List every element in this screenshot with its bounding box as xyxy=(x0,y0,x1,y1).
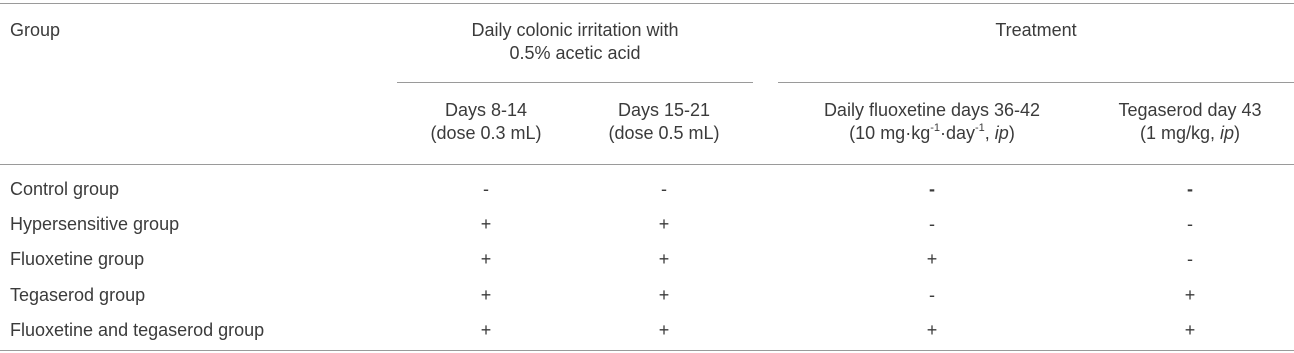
row-days-15-21: - xyxy=(661,179,667,199)
row-days-8-14: - xyxy=(483,179,489,199)
row-fluoxetine: - xyxy=(929,179,935,199)
row-tegaserod: - xyxy=(1187,179,1193,199)
row-days-8-14: + xyxy=(480,249,492,269)
row-days-15-21: + xyxy=(658,320,670,340)
header-days-15-21 xyxy=(575,99,753,145)
row-tegaserod: - xyxy=(1187,214,1193,234)
header-days-15-21-line1: Days 15-21 xyxy=(617,100,711,120)
row-days-15-21: + xyxy=(658,285,670,305)
top-rule xyxy=(0,3,1294,4)
header-tegaserod-line1: Tegaserod day 43 xyxy=(1118,100,1262,120)
row-fluoxetine: + xyxy=(926,320,938,340)
row-fluoxetine: - xyxy=(929,214,935,234)
row-group-label: Fluoxetine and tegaserod group xyxy=(10,320,265,340)
row-tegaserod: + xyxy=(1184,285,1196,305)
header-irritation-line1: Daily colonic irritation with xyxy=(471,20,679,40)
bottom-rule xyxy=(0,350,1294,351)
row-group-label: Hypersensitive group xyxy=(10,214,180,234)
header-days-8-14 xyxy=(397,99,575,145)
header-fluoxetine-line2: (10 $mg\cdot kg^{-1}\cdot day^{-1}$, ip) xyxy=(849,122,1015,143)
header-fluoxetine-line1: Daily fluoxetine days 36-42 xyxy=(823,100,1041,120)
header-irritation xyxy=(397,19,753,65)
header-tegaserod xyxy=(1086,99,1294,145)
row-group-label: Tegaserod group xyxy=(10,285,146,305)
row-days-8-14: + xyxy=(480,285,492,305)
row-group-label: Fluoxetine group xyxy=(10,249,145,269)
header-days-15-21-line2: (dose 0.5 mL) xyxy=(608,123,720,143)
header-group: Group xyxy=(10,20,61,40)
row-group-label: Control group xyxy=(10,179,120,199)
row-tegaserod: - xyxy=(1187,249,1193,269)
header-treatment: Treatment xyxy=(995,20,1077,40)
irritation-underline xyxy=(397,82,753,83)
row-fluoxetine: + xyxy=(926,249,938,269)
row-days-15-21: + xyxy=(658,214,670,234)
row-days-8-14: + xyxy=(480,320,492,340)
header-days-8-14-line1: Days 8-14 xyxy=(444,100,528,120)
treatment-underline xyxy=(778,82,1294,83)
header-bottom-rule xyxy=(0,164,1294,165)
header-days-8-14-line2: (dose 0.3 mL) xyxy=(430,123,542,143)
row-fluoxetine: - xyxy=(929,285,935,305)
row-days-8-14: + xyxy=(480,214,492,234)
header-tegaserod-line2: (1 mg/kg, ip) xyxy=(1139,123,1241,143)
row-tegaserod: + xyxy=(1184,320,1196,340)
header-fluoxetine xyxy=(778,99,1086,145)
row-days-15-21: + xyxy=(658,249,670,269)
header-irritation-line2: 0.5% acetic acid xyxy=(509,43,641,63)
